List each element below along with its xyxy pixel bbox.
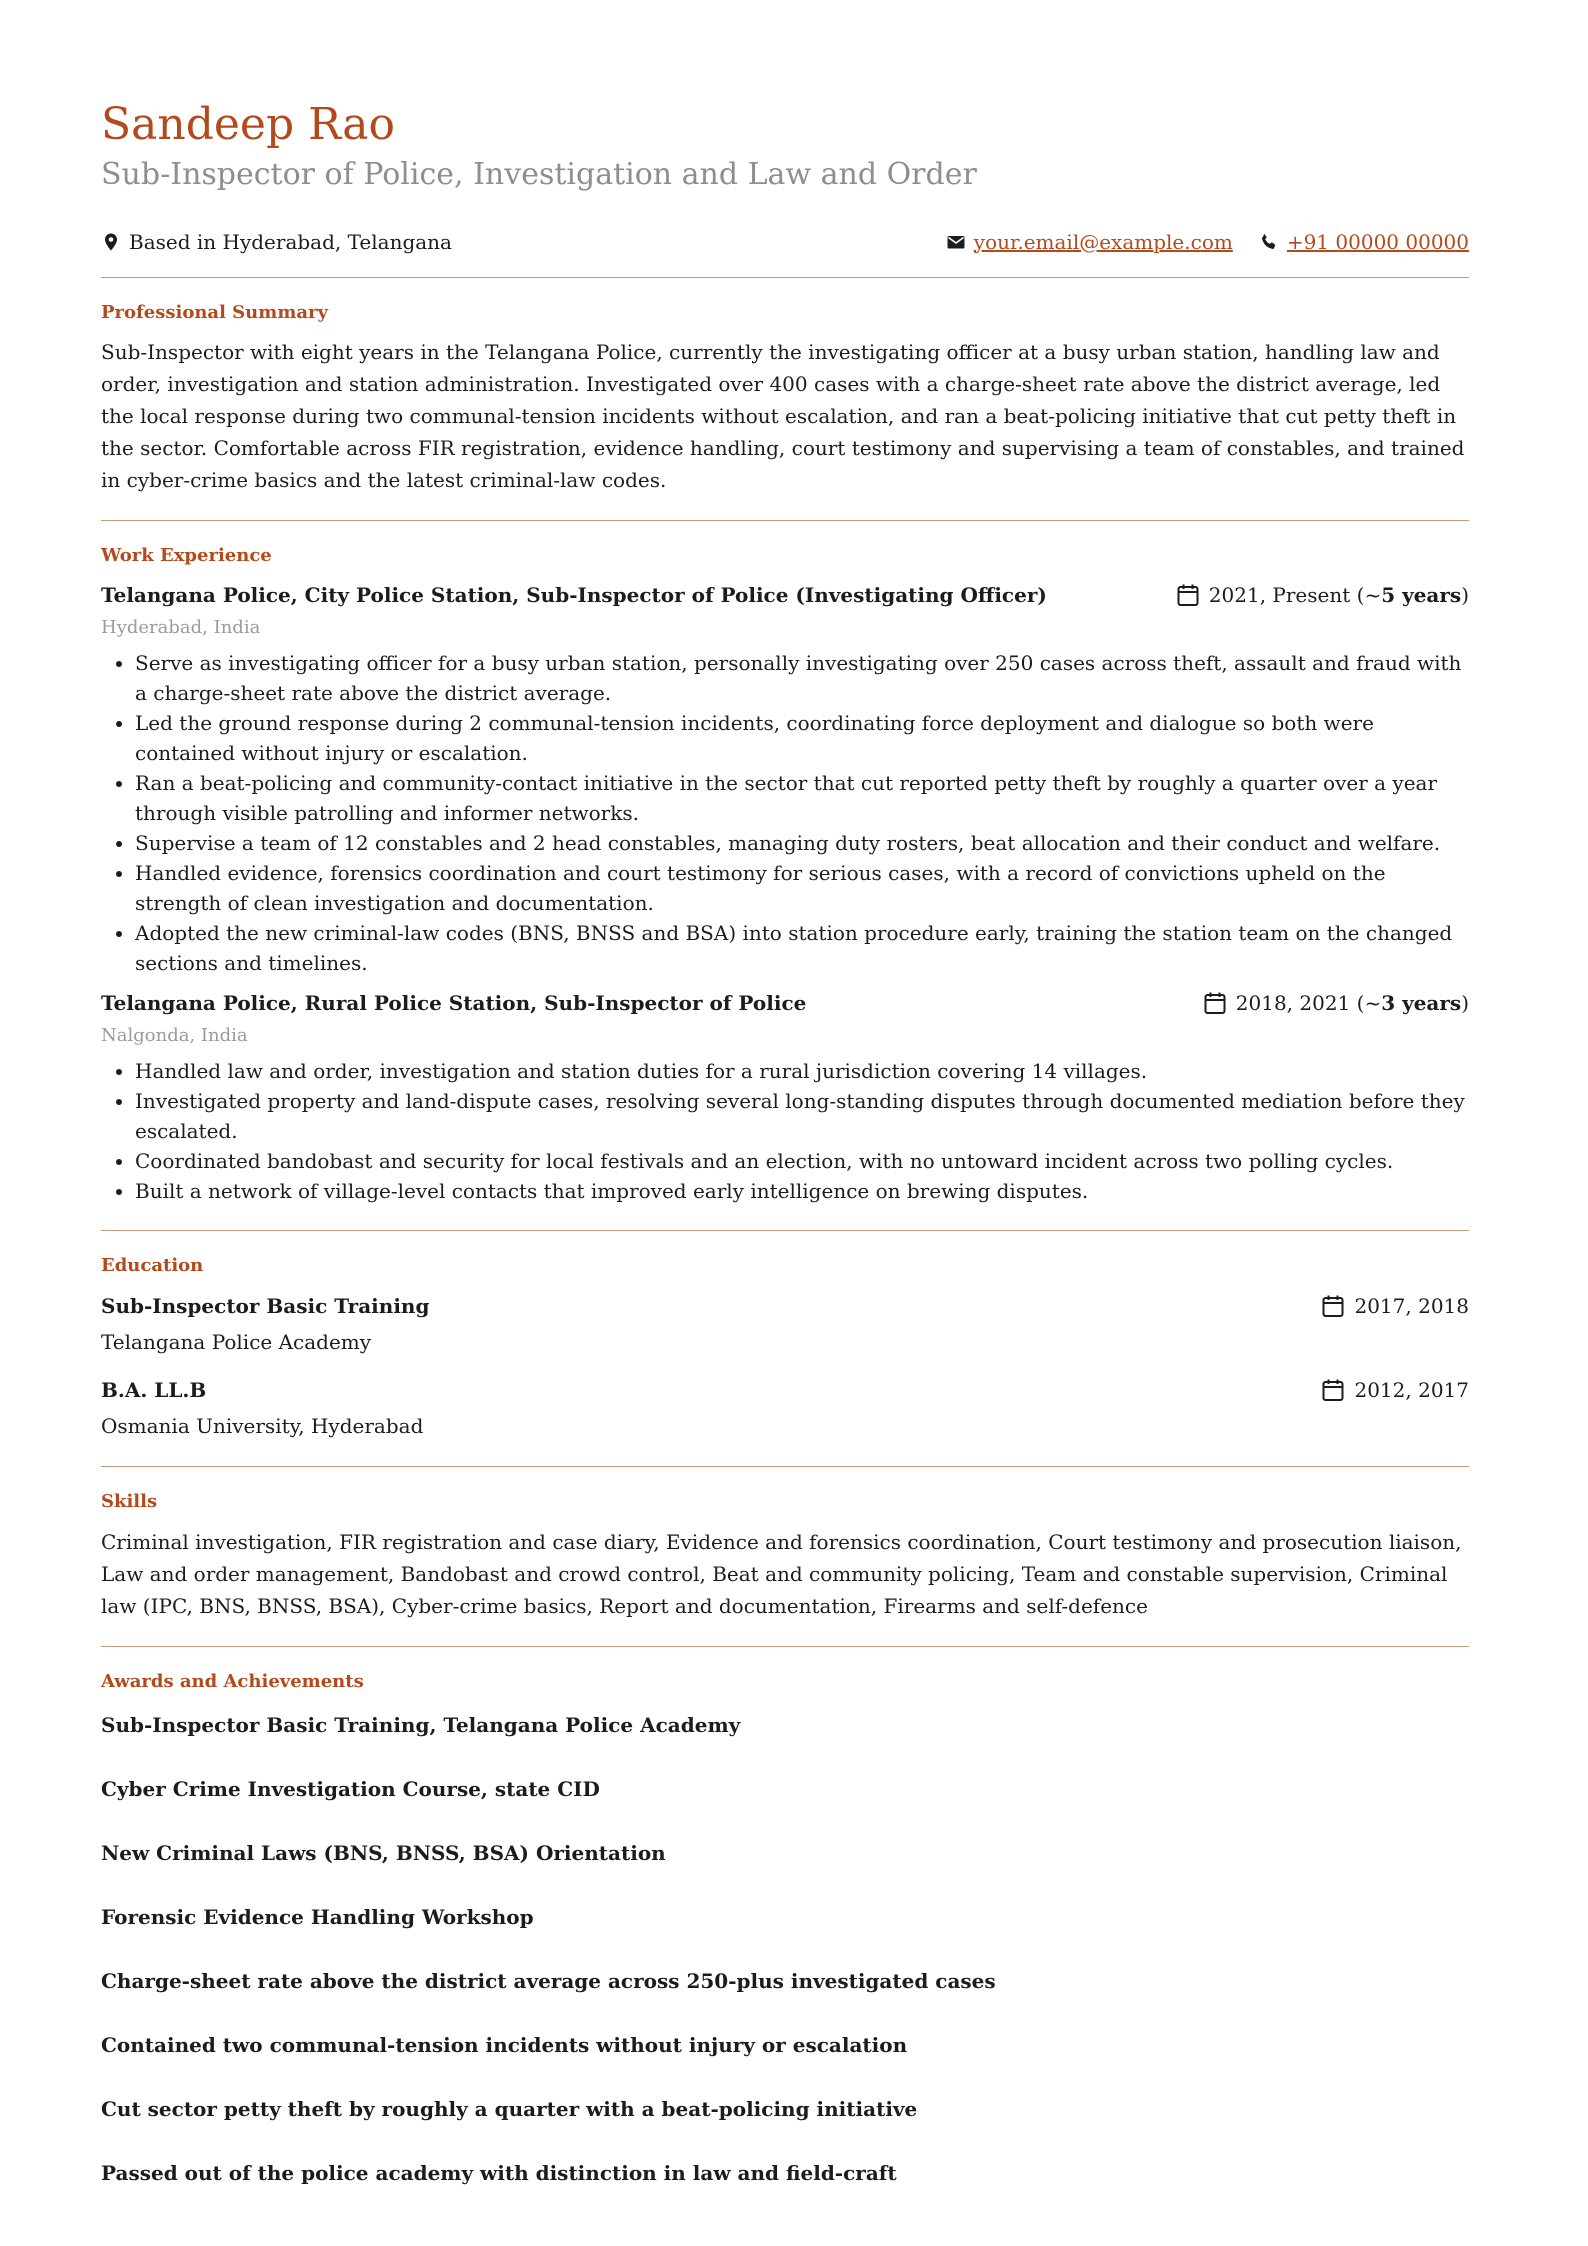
job-bullets [101,648,1469,978]
bullet-item: • Handled law and order, investigation and station duties for a rural jurisdiction covering 14 villages. [135,1056,1469,1086]
calendar-icon [1320,1377,1346,1403]
skills-section [101,1467,1469,1646]
phone-link[interactable]: +91 00000 00000 [1286,229,1469,254]
bullet-item: • Built a network of village-level contacts that improved early intelligence on brewing disputes. [135,1176,1469,1206]
email-link[interactable]: your.email@example.com [973,229,1233,254]
degree-title: B.A. LL.B [101,1377,207,1402]
duration: 3 years [1381,991,1462,1016]
award-item: Cut sector petty theft by roughly a quarter with a beat-policing initiative [101,2096,918,2121]
candidate-headline: Sub-Inspector of Police, Investigation and Law and Order [101,156,977,192]
degree-title: Sub-Inspector Basic Training [101,1293,430,1318]
calendar-icon [1175,582,1201,608]
job-entry [101,988,1469,1206]
date-text: 2017, 2018 [1354,1293,1469,1318]
education-section [101,1231,1469,1466]
institution-name: Telangana Police Academy [101,1329,372,1354]
education-entry [101,1374,1469,1442]
awards-section [101,1647,1469,2212]
resume-page [101,100,1469,2212]
experience-section [101,521,1469,1230]
date-text: 2012, 2017 [1354,1377,1469,1402]
bullet-item: • Coordinated bandobast and security for local festivals and an election, with no untoward incident across two polling cycles. [135,1146,1469,1176]
job-dates [1202,988,1469,1018]
job-entry [101,580,1469,978]
email-item [946,230,1233,254]
contact-row [101,230,1469,254]
employer-name: Telangana Police, Rural Police Station [101,991,531,1016]
job-location: Hyderabad, India [101,617,261,639]
section-title: Work Experience [101,545,272,567]
date-suffix: ) [1461,991,1469,1016]
date-range: 2018, 2021 (~ [1235,991,1382,1016]
phone-icon [1259,232,1279,252]
job-header [101,580,1469,610]
location-text: Based in Hyderabad, Telangana [129,229,452,254]
section-title: Skills [101,1490,158,1512]
role-title: Sub-Inspector of Police [544,991,807,1016]
bullet-item: • Handled evidence, forensics coordination and court testimony for serious cases, with a record of convictions upheld on the strength of clean investigation and documentation. [135,858,1469,918]
summary-text: Sub-Inspector with eight years in the Telangana Police, currently the investigating officer at a busy urban station, handling law and order, investigation and station administration. Investigated over 400 cases with a charge-sheet rate above the district average, led the local response during two communal-tension incidents without escalation, and ran a beat-policing initiative that cut petty theft in the sector. Comfortable across FIR registration, evidence handling, court testimony and supervising a team of constables, and trained in cyber-crime basics and the latest criminal-law codes. [101,340,1465,493]
award-item: Forensic Evidence Handling Workshop [101,1904,534,1929]
education-dates [1320,1291,1469,1321]
section-title: Education [101,1255,204,1277]
summary-section [101,278,1469,521]
phone-item [1259,230,1469,254]
title-separator: , [512,583,527,608]
calendar-icon [1202,990,1228,1016]
map-pin-icon [101,232,121,252]
job-dates [1175,580,1469,610]
award-item: New Criminal Laws (BNS, BNSS, BSA) Orientation [101,1840,666,1865]
award-list [101,1706,1469,2188]
envelope-icon [946,232,966,252]
award-item: Cyber Crime Investigation Course, state CID [101,1776,600,1801]
bullet-item: • Led the ground response during 2 communal-tension incidents, coordinating force deployment and dialogue so both were contained without injury or escalation. [135,708,1469,768]
job-title [101,988,806,1018]
title-separator: , [530,991,545,1016]
date-range: 2021, Present (~ [1208,583,1382,608]
skills-text: Criminal investigation, FIR registration and case diary, Evidence and forensics coordination, Court testimony and prosecution liaison, Law and order management, Bandobast and crowd control, Beat and community policing, Team and constable supervision, Criminal law (IPC, BNS, BNSS, BSA), Cyber-crime basics, Report and documentation, Firearms and self-defence [101,1529,1462,1618]
section-title: Professional Summary [101,301,328,323]
education-entry [101,1290,1469,1358]
job-title [101,580,1047,610]
award-item: Sub-Inspector Basic Training, Telangana Police Academy [101,1712,741,1737]
bullet-item: • Investigated property and land-dispute cases, resolving several long-standing disputes through documented mediation before they escalated. [135,1086,1469,1146]
job-bullets [101,1056,1469,1206]
bullet-item: • Supervise a team of 12 constables and 2 head constables, managing duty rosters, beat allocation and their conduct and welfare. [135,828,1469,858]
bullet-item: • Serve as investigating officer for a busy urban station, personally investigating over 250 cases across theft, assault and fraud with a charge-sheet rate above the district average. [135,648,1469,708]
contact-links [920,230,1469,254]
institution-name: Osmania University, Hyderabad [101,1413,424,1438]
employer-name: Telangana Police, City Police Station [101,583,513,608]
job-location: Nalgonda, India [101,1025,248,1047]
duration: 5 years [1381,583,1462,608]
bullet-item: • Adopted the new criminal-law codes (BNS, BNSS and BSA) into station procedure early, training the station team on the changed sections and timelines. [135,918,1469,978]
section-title: Awards and Achievements [101,1670,364,1692]
candidate-name: Sandeep Rao [101,99,395,150]
award-item: Charge-sheet rate above the district average across 250-plus investigated cases [101,1968,996,1993]
location-info [101,230,452,254]
job-list [101,580,1469,1206]
job-header [101,988,1469,1018]
bullet-item: • Ran a beat-policing and community-contact initiative in the sector that cut reported petty theft by roughly a quarter over a year through visible patrolling and informer networks. [135,768,1469,828]
award-item: Passed out of the police academy with distinction in law and field-craft [101,2160,897,2185]
award-item: Contained two communal-tension incidents without injury or escalation [101,2032,908,2057]
education-dates [1320,1375,1469,1405]
calendar-icon [1320,1293,1346,1319]
date-suffix: ) [1461,583,1469,608]
role-title: Sub-Inspector of Police (Investigating Officer) [526,583,1047,608]
